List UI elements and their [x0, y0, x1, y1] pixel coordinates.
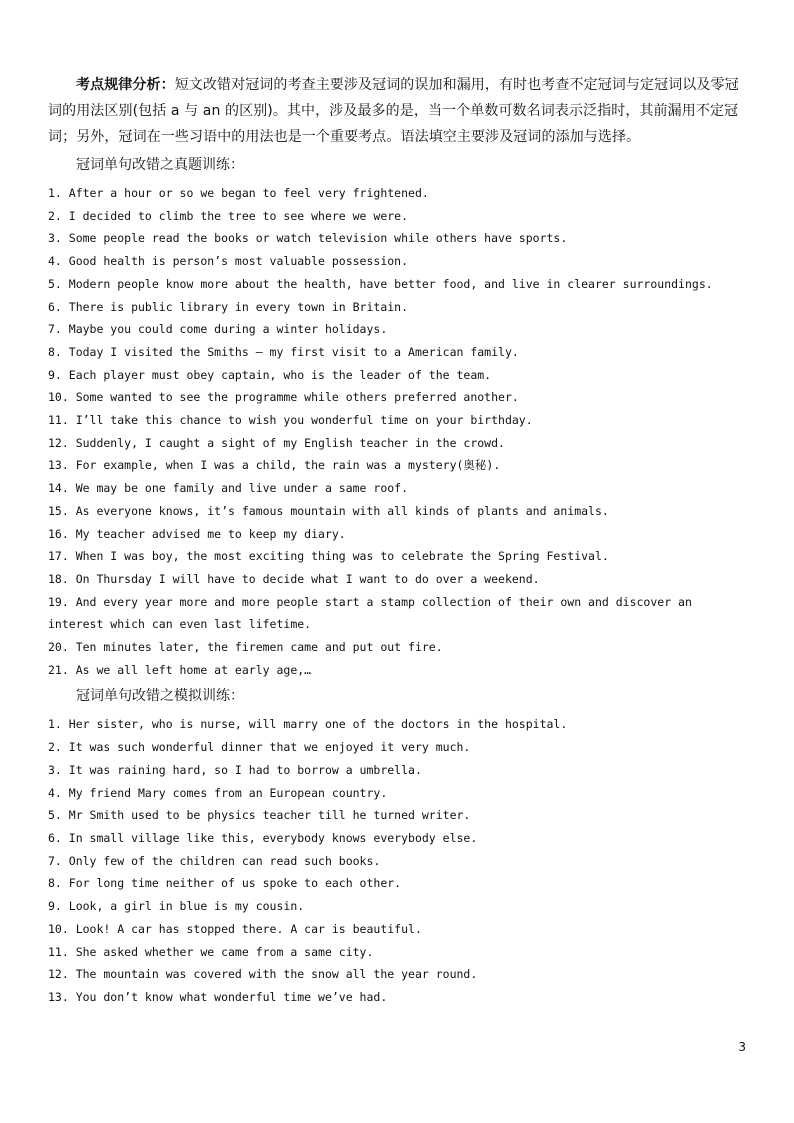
- exercise-item: 12. The mountain was covered with the snow all the year round.: [48, 967, 478, 982]
- exercise-item: 16. My teacher advised me to keep my diary.: [48, 526, 346, 541]
- exercise-item: 7. Only few of the children can read such books.: [48, 853, 381, 868]
- section-title-real-exam: 冠词单句改错之真题训练：: [76, 157, 244, 173]
- exercise-item: 8. For long time neither of us spoke to each other.: [48, 876, 402, 891]
- exercise-item: 12. Suddenly, I caught a sight of my English teacher in the crowd.: [48, 435, 505, 450]
- exercise-item: 4. My friend Mary comes from an European country.: [48, 785, 388, 800]
- exercise-item: 2. I decided to climb the tree to see where we were.: [48, 208, 409, 223]
- exercise-item: 2. It was such wonderful dinner that we enjoyed it very much.: [48, 740, 471, 755]
- intro-text: 短文改错对冠词的考查主要涉及冠词的误加和漏用，有时也考查不定冠词与定冠词以及零冠词的用法区别(包括 a 与 an 的区别)。其中，涉及最多的是，当一个单数可数名词表示泛指时，其前漏用不定冠词；另外，冠词在一些习语中的用法也是一个重要考点。语法填空主要涉及冠词的添加与选择。: [48, 77, 739, 145]
- exercise-item: 6. In small village like this, everybody knows everybody else.: [48, 830, 478, 845]
- exercise-item: 8. Today I visited the Smiths — my first visit to a American family.: [48, 344, 519, 359]
- exercise-item: 11. I’ll take this chance to wish you wonderful time on your birthday.: [48, 413, 533, 428]
- exercise-item: 13. You don’t know what wonderful time we’ve had.: [48, 989, 388, 1004]
- exercise-item: 13. For example, when I was a child, the rain was a mystery(奥秘).: [48, 458, 501, 473]
- exercise-item: 10. Some wanted to see the programme while others preferred another.: [48, 390, 519, 405]
- document-page: [48, 72, 748, 1009]
- exercise-item: 6. There is public library in every town in Britain.: [48, 299, 409, 314]
- exercise-item: 7. Maybe you could come during a winter holidays.: [48, 322, 388, 337]
- exercise-item: 21. As we all left home at early age,…: [48, 662, 312, 677]
- exercise-item: 20. Ten minutes later, the firemen came and put out fire.: [48, 640, 443, 655]
- exercise-item: 19. And every year more and more people start a stamp collection of their own and discover an interest which can even last lifetime.: [48, 594, 692, 632]
- exercise-item: 4. Good health is person’s most valuable possession.: [48, 254, 409, 269]
- exercise-item: 17. When I was boy, the most exciting thing was to celebrate the Spring Festival.: [48, 549, 609, 564]
- exercise-item: 10. Look! A car has stopped there. A car is beautiful.: [48, 921, 422, 936]
- exercise-item: 5. Modern people know more about the health, have better food, and live in clearer surroundings.: [48, 276, 713, 291]
- section-title-mock: 冠词单句改错之模拟训练：: [76, 688, 244, 705]
- exercise-item: 9. Look, a girl in blue is my cousin.: [48, 899, 305, 914]
- exercise-item: 3. Some people read the books or watch television while others have sports.: [48, 231, 568, 246]
- exercise-item: 14. We may be one family and live under a same roof.: [48, 481, 409, 496]
- page-number: 3: [738, 1040, 746, 1054]
- real-exam-list: [48, 182, 748, 681]
- mock-exam-list: [48, 713, 748, 1008]
- intro-paragraph: [48, 72, 748, 150]
- exercise-item: 15. As everyone knows, it’s famous mountain with all kinds of plants and animals.: [48, 503, 609, 518]
- intro-lead: 考点规律分析：: [76, 77, 175, 93]
- exercise-item: 18. On Thursday I will have to decide what I want to do over a weekend.: [48, 571, 540, 586]
- exercise-item: 1. Her sister, who is nurse, will marry one of the doctors in the hospital.: [48, 717, 568, 732]
- exercise-item: 9. Each player must obey captain, who is the leader of the team.: [48, 367, 492, 382]
- exercise-item: 5. Mr Smith used to be physics teacher till he turned writer.: [48, 808, 471, 823]
- exercise-item: 1. After a hour or so we began to feel very frightened.: [48, 186, 429, 200]
- exercise-item: 11. She asked whether we came from a same city.: [48, 944, 374, 959]
- exercise-item: 3. It was raining hard, so I had to borrow a umbrella.: [48, 762, 422, 777]
